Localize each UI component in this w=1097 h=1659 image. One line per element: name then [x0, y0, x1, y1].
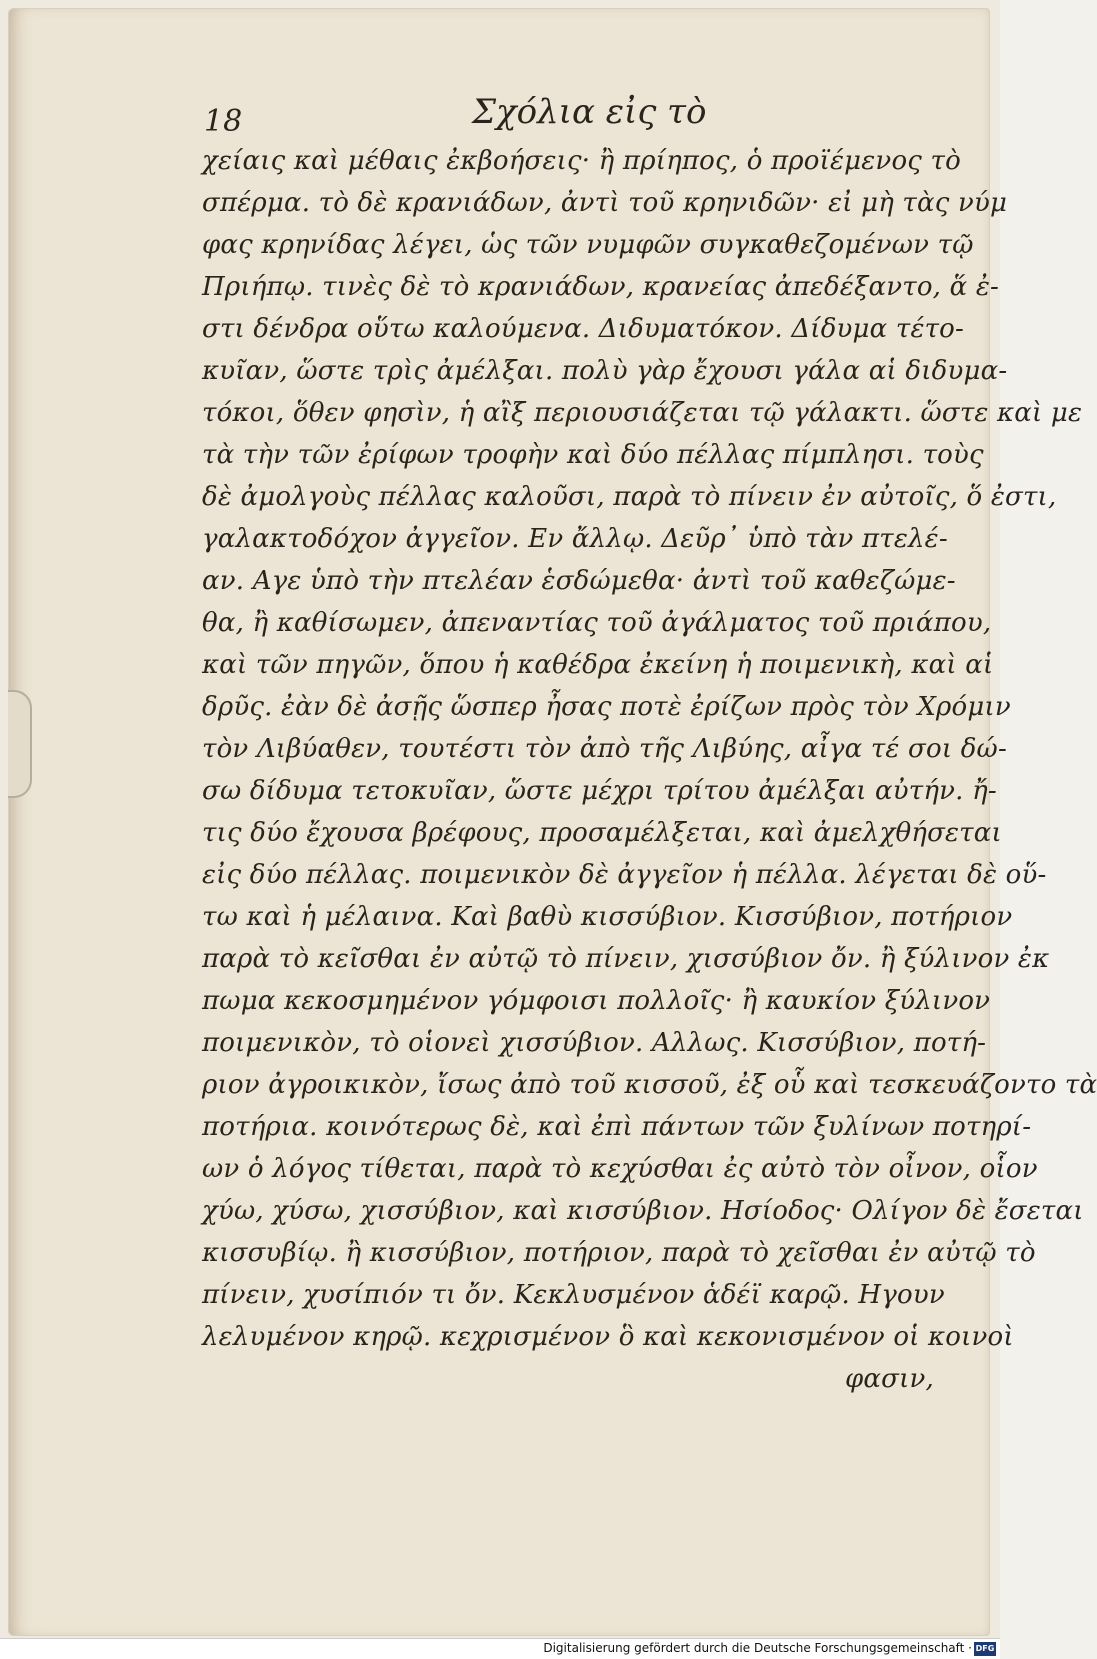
text-line: Πριήπῳ. τινὲς δὲ τὸ κρανιάδων, κρανείας ἀπεδέξαντο, ἅ ἐ- — [202, 272, 999, 302]
text-line: τω καὶ ἡ μέλαινα. Καὶ βαθὺ κισσύβιον. Κισσύβιον, ποτήριον — [202, 902, 1013, 932]
dfg-logo: DFG — [974, 1642, 996, 1656]
text-line: κυῖαν, ὥστε τρὶς ἀμέλξαι. πολὺ γὰρ ἔχουσι γάλα αἱ διδυμα- — [202, 356, 1008, 386]
footer-bar — [0, 1638, 1000, 1659]
text-line: τὰ τὴν τῶν ἐρίφων τροφὴν καὶ δύο πέλλας πίμπλησι. τοὺς — [202, 440, 984, 470]
text-line: παρὰ τὸ κεῖσθαι ἐν αὐτῷ τὸ πίνειν, χισσύβιον ὄν. ἢ ξύλινον ἐκ — [202, 944, 1050, 974]
text-line: λελυμένον κηρῷ. κεχρισμένον ὃ καὶ κεκονισμένον οἱ κοινοὶ — [202, 1322, 1014, 1352]
text-line: γαλακτοδόχον ἀγγεῖον. Εν ἄλλῳ. Δεῦρ᾽ ὑπὸ τὰν πτελέ- — [202, 524, 948, 554]
text-line: αν. Αγε ὑπὸ τὴν πτελέαν ἑσδώμεθα· ἀντὶ τοῦ καθεζώμε- — [202, 566, 956, 596]
text-line: καὶ τῶν πηγῶν, ὅπου ἡ καθέδρα ἐκείνη ἡ ποιμενικὴ, καὶ αἱ — [202, 650, 994, 680]
text-line: εἰς δύο πέλλας. ποιμενικὸν δὲ ἀγγεῖον ἡ πέλλα. λέγεται δὲ οὕ- — [202, 860, 1047, 890]
text-line: ων ὁ λόγος τίθεται, παρὰ τὸ κεχύσθαι ἐς αὐτὸ τὸν οἶνον, οἷον — [202, 1154, 1038, 1184]
text-line: χύω, χύσω, χισσύβιον, καὶ κισσύβιον. Ησίοδος· Ολίγον δὲ ἔσεται — [202, 1196, 1084, 1226]
text-line: δρῦς. ἐὰν δὲ ἀσῇς ὥσπερ ἦσας ποτὲ ἐρίζων πρὸς τὸν Χρόμιν — [202, 692, 1011, 722]
body-text — [202, 140, 1097, 1400]
running-head: Σχόλια εἰς τὸ — [472, 92, 707, 132]
text-line: πωμα κεκοσμημένον γόμφοισι πολλοῖς· ἢ καυκίον ξύλινον — [202, 986, 991, 1016]
text-line: σω δίδυμα τετοκυῖαν, ὥστε μέχρι τρίτου ἀμέλξαι αὐτήν. ἤ- — [202, 776, 997, 806]
text-line: στι δένδρα οὕτω καλούμενα. Διδυματόκον. Δίδυμα τέτο- — [202, 314, 965, 344]
text-line: σπέρμα. τὸ δὲ κρανιάδων, ἀντὶ τοῦ κρηνιδῶν· εἰ μὴ τὰς νύμ — [202, 188, 1008, 218]
text-line: ποτήρια. κοινότερως δὲ, καὶ ἐπὶ πάντων τῶν ξυλίνων ποτηρί- — [202, 1112, 1032, 1142]
binding-clasp — [8, 690, 32, 798]
text-line: θα, ἢ καθίσωμεν, ἀπεναντίας τοῦ ἀγάλματος τοῦ πριάπου, — [202, 608, 992, 638]
text-line: τις δύο ἔχουσα βρέφους, προσαμέλξεται, καὶ ἀμελχθήσεται — [202, 818, 1002, 848]
text-line: ποιμενικὸν, τὸ οἱονεὶ χισσύβιον. Αλλως. Κισσύβιον, ποτή- — [202, 1028, 987, 1058]
text-line: τόκοι, ὅθεν φησὶν, ἡ αἲξ περιουσιάζεται τῷ γάλακτι. ὥστε καὶ με — [202, 398, 1083, 428]
text-line: χείαις καὶ μέθαις ἐκβοήσεις· ἢ πρίηπος, ὁ προϊέμενος τὸ — [202, 146, 961, 176]
funding-credit: Digitalisierung gefördert durch die Deutsche Forschungsgemeinschaft · — [543, 1641, 972, 1655]
text-line: πίνειν, χυσίπιόν τι ὄν. Κεκλυσμένον ἁδέϊ καρῷ. Ηγουν — [202, 1280, 945, 1310]
text-line: δὲ ἀμολγοὺς πέλλας καλοῦσι, παρὰ τὸ πίνειν ἐν αὐτοῖς, ὅ ἐστι, — [202, 482, 1057, 512]
text-line: τὸν Λιβύαθεν, τουτέστι τὸν ἀπὸ τῆς Λιβύης, αἶγα τέ σοι δώ- — [202, 734, 1007, 764]
text-line: φασιν, — [845, 1364, 934, 1394]
text-line: κισσυβίῳ. ἢ κισσύβιον, ποτήριον, παρὰ τὸ χεῖσθαι ἐν αὐτῷ τὸ — [202, 1238, 1036, 1268]
text-line: φας κρηνίδας λέγει, ὡς τῶν νυμφῶν συγκαθεζομένων τῷ — [202, 230, 974, 260]
page-number: 18 — [204, 104, 243, 139]
text-line: ριον ἀγροικικὸν, ἴσως ἀπὸ τοῦ κισσοῦ, ἐξ οὗ καὶ τεσκευάζοντο τὰ — [202, 1070, 1097, 1100]
